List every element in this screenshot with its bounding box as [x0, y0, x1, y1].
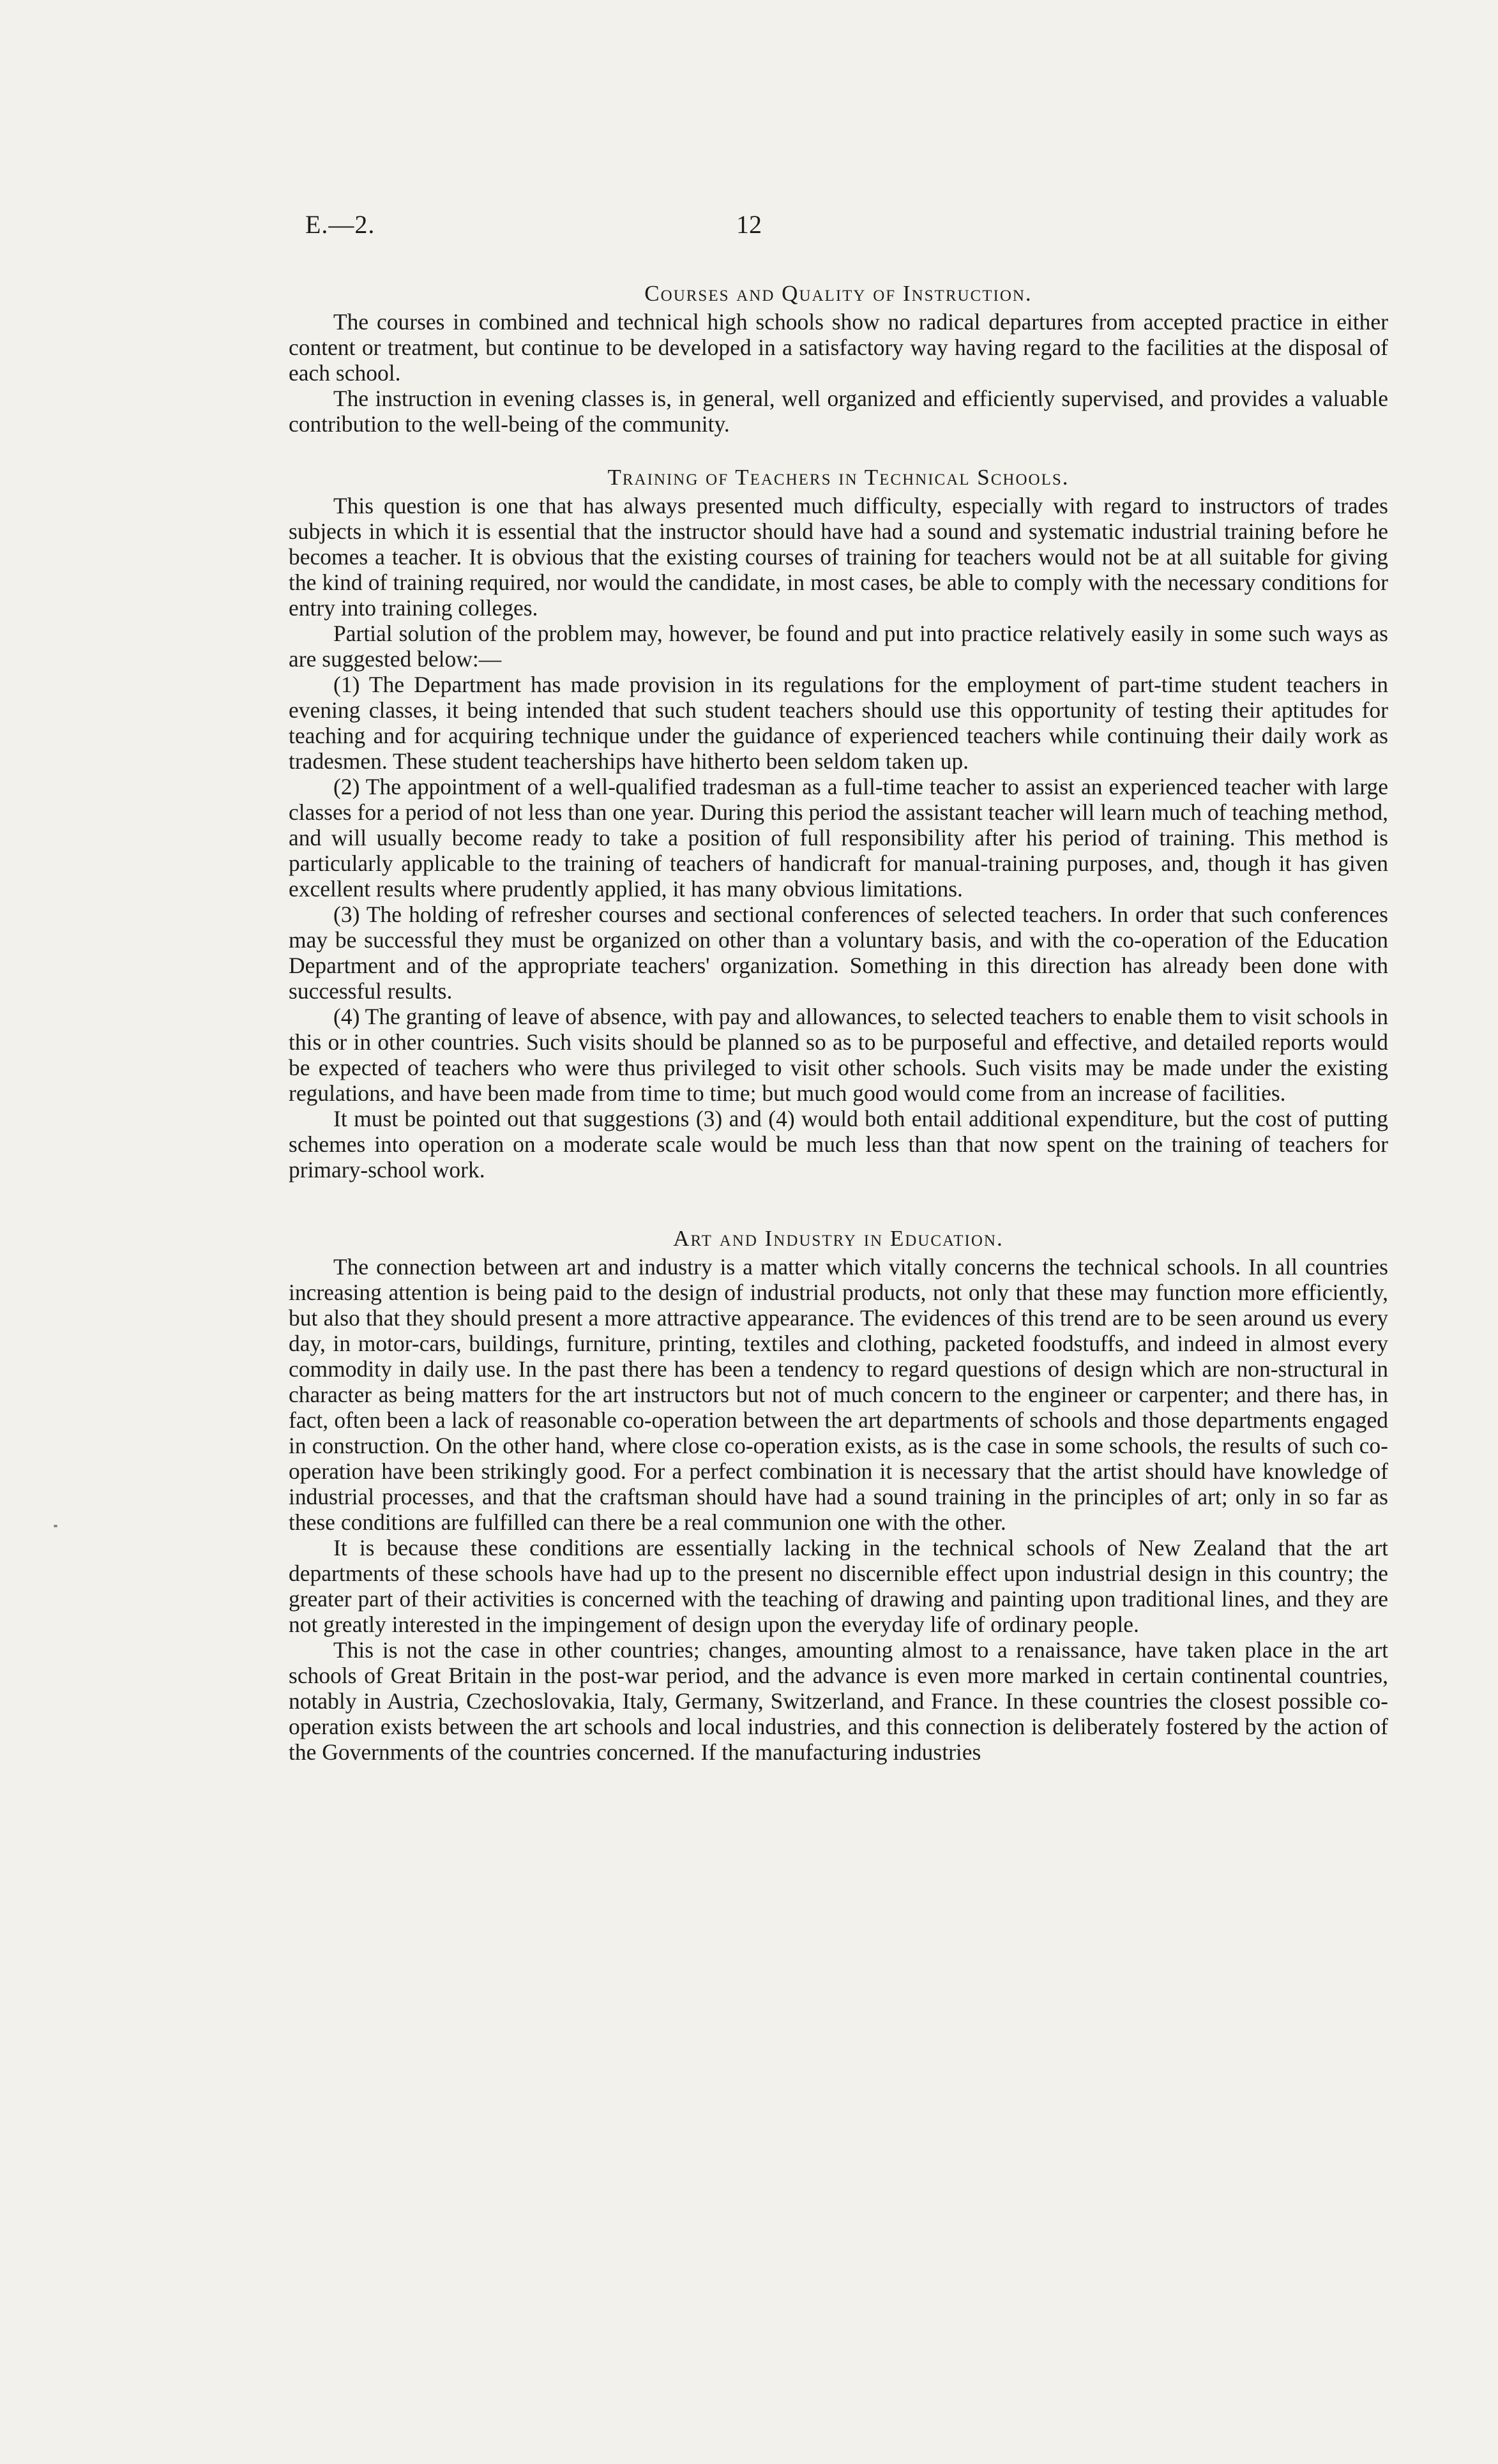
paragraph: This is not the case in other countries; changes, amounting almost to a renaissance, have taken place in the art schools of Great Britain in the post-war period, and the advance is even more marked in certain continental countries, notably in Austria, Czechoslovakia, Italy, Germany, Switzerland, and France. In these countries the closest possible co-operation exists between the art schools and local industries, and this connection is deliberately fostered by the action of the Governments of the countries concerned. If the manufacturing industries: [289, 1637, 1388, 1765]
section-heading-training: Training of Teachers in Technical Schools.: [607, 465, 1070, 490]
page-number: 12: [736, 210, 762, 239]
paragraph: (1) The Department has made provision in its regulations for the employment of part-time student teachers in evening classes, it being intended that such student teachers should use this opportunity of testing their aptitudes for teaching and for acquiring technique under the guidance of experienced teachers while continuing their daily work as tradesmen. These student teacherships have hitherto been seldom taken up.: [289, 672, 1388, 774]
paragraph: The connection between art and industry is a matter which vitally concerns the technical schools. In all countries increasing attention is being paid to the design of industrial products, not only that these may function more efficiently, but also that they should present a more attractive appearance. The evidences of this trend are to be seen around us every day, in motor-cars, buildings, furniture, printing, textiles and clothing, packeted foodstuffs, and indeed in almost every commodity in daily use. In the past there has been a tendency to regard questions of design which are non-structural in character as being matters for the art instructors but not of much concern to the engineer or carpenter; and there has, in fact, often been a lack of reasonable co-operation between the art departments of schools and those departments engaged in construction. On the other hand, where close co-operation exists, as is the case in some schools, the results of such co-operation have been strikingly good. For a perfect combination it is necessary that the artist should have knowledge of industrial processes, and that the craftsman should have had a sound training in the principles of art; only in so far as these conditions are fulfilled can there be a real communion one with the other.: [289, 1254, 1388, 1535]
body-text: [289, 281, 1388, 1765]
paragraph: The instruction in evening classes is, in general, well organized and efficiently supervised, and provides a valuable contribution to the well-being of the community.: [289, 386, 1388, 437]
margin-mark: [54, 1525, 57, 1527]
section-heading-art-industry: Art and Industry in Education.: [673, 1226, 1004, 1251]
paragraph: (2) The appointment of a well-qualified tradesman as a full-time teacher to assist an experienced teacher with large classes for a period of not less than one year. During this period the assistant teacher will learn much of teaching method, and will usually become ready to take a position of full responsibility after his period of training. This method is particularly applicable to the training of teachers of handicraft for manual-training purposes, and, though it has given excellent results where prudently applied, it has many obvious limitations.: [289, 774, 1388, 902]
section-heading-courses: Courses and Quality of Instruction.: [644, 281, 1033, 306]
paragraph: The courses in combined and technical high schools show no radical departures from accepted practice in either content or treatment, but continue to be developed in a satisfactory way having regard to the facilities at the disposal of each school.: [289, 309, 1388, 386]
paragraph: (4) The granting of leave of absence, with pay and allowances, to selected teachers to enable them to visit schools in this or in other countries. Such visits should be planned so as to be purposeful and effective, and detailed reports would be expected of teachers who were thus privileged to visit other schools. Such visits may be made under the existing regulations, and have been made from time to time; but much good would come from an increase of facilities.: [289, 1004, 1388, 1106]
paragraph: This question is one that has always presented much difficulty, especially with regard to instructors of trades subjects in which it is essential that the instructor should have had a sound and systematic industrial training before he becomes a teacher. It is obvious that the existing courses of training for teachers would not be at all suitable for giving the kind of training required, nor would the candidate, in most cases, be able to comply with the necessary conditions for entry into training colleges.: [289, 493, 1388, 621]
paragraph: It must be pointed out that suggestions (3) and (4) would both entail additional expenditure, but the cost of putting schemes into operation on a moderate scale would be much less than that now spent on the training of teachers for primary-school work.: [289, 1106, 1388, 1183]
paragraph: (3) The holding of refresher courses and sectional conferences of selected teachers. In order that such conferences may be successful they must be organized on other than a voluntary basis, and with the co-operation of the Education Department and of the appropriate teachers' organization. Something in this direction has already been done with successful results.: [289, 902, 1388, 1004]
paragraph: Partial solution of the problem may, however, be found and put into practice relatively easily in some such ways as are suggested below:—: [289, 621, 1388, 672]
report-code: E.—2.: [305, 210, 375, 239]
paragraph: It is because these conditions are essentially lacking in the technical schools of New Zealand that the art departments of these schools have had up to the present no discernible effect upon industrial design in this country; the greater part of their activities is concerned with the teaching of drawing and painting upon traditional lines, and they are not greatly interested in the impingement of design upon the everyday life of ordinary people.: [289, 1535, 1388, 1637]
